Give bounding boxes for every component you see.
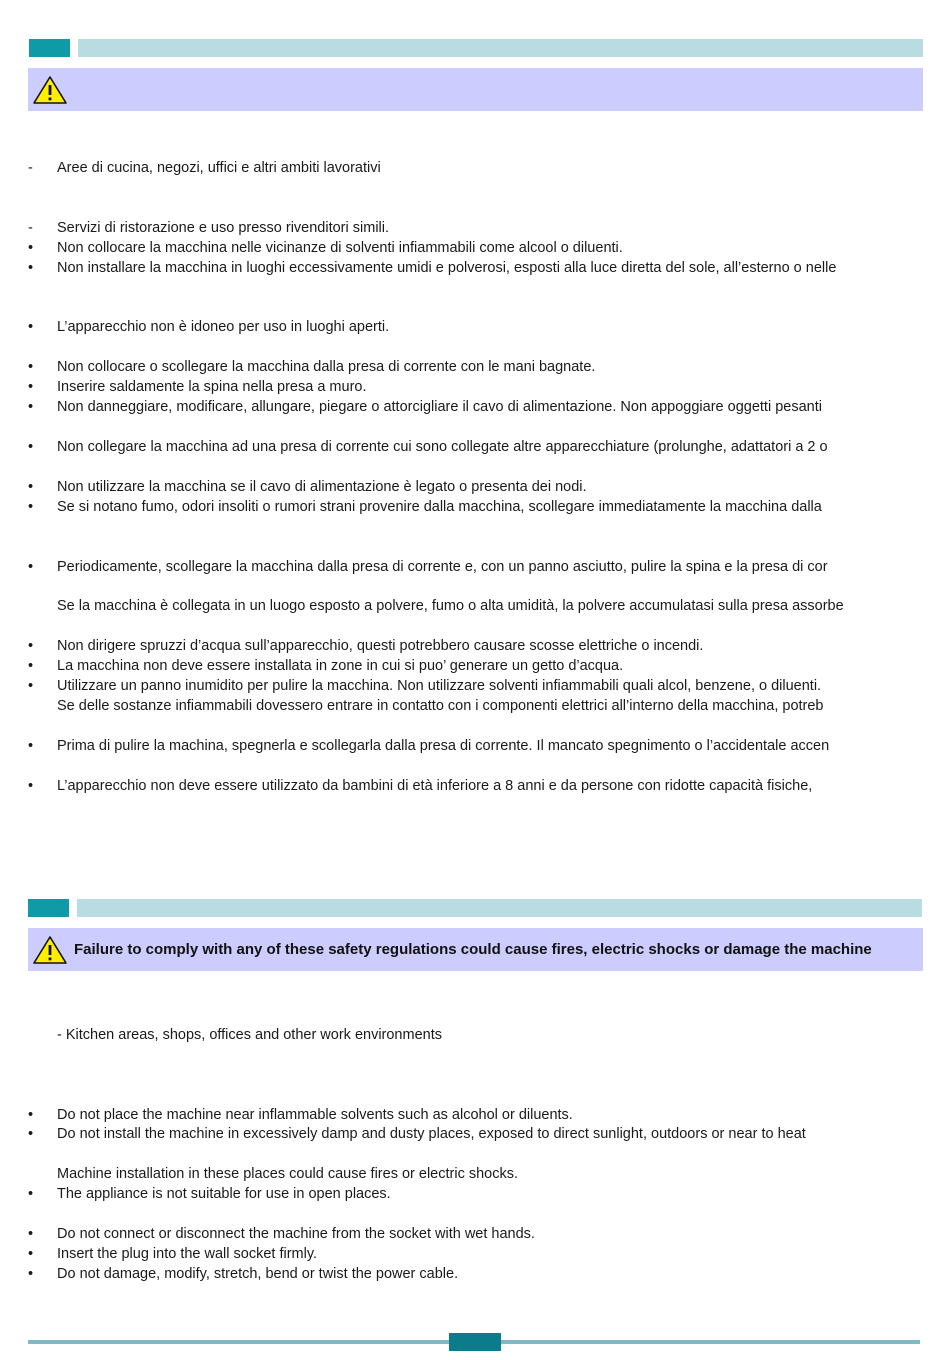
item-marker: •	[28, 439, 34, 455]
item-marker: •	[28, 379, 34, 395]
item-marker: •	[28, 1126, 34, 1142]
item-text: Non danneggiare, modificare, allungare, piegare o attorcigliare il cavo di alimentazione. Non appoggiare oggetti pesanti	[57, 399, 822, 415]
item-text: - Kitchen areas, shops, offices and other work environments	[57, 1027, 442, 1043]
list-item	[28, 258, 923, 278]
section-header-bar	[77, 899, 922, 917]
item-marker: •	[28, 479, 34, 495]
item-text: The appliance is not suitable for use in open places.	[57, 1186, 391, 1202]
list-item	[28, 656, 923, 676]
list-item	[28, 1025, 923, 1045]
item-marker: •	[28, 1266, 34, 1282]
list-item	[28, 1244, 923, 1264]
list-item	[28, 477, 923, 497]
list-item	[28, 158, 923, 178]
section-header-bar	[78, 39, 923, 57]
warning-box-en	[28, 928, 923, 971]
item-text: Do not connect or disconnect the machine from the socket with wet hands.	[57, 1226, 535, 1242]
item-text: Periodicamente, scollegare la macchina dalla presa di corrente e, con un panno asciutto, pulire la spina e la presa di cor	[57, 559, 828, 575]
item-text: Non collocare o scollegare la macchina dalla presa di corrente con le mani bagnate.	[57, 359, 596, 375]
item-text: Machine installation in these places could cause fires or electric shocks.	[57, 1166, 519, 1182]
list-item	[28, 397, 923, 417]
item-text: Non collegare la macchina ad una presa di corrente cui sono collegate altre apparecchiature (prolunghe, adattatori a 2 o	[57, 439, 828, 455]
item-marker: •	[28, 1107, 34, 1123]
item-text: Do not damage, modify, stretch, bend or twist the power cable.	[57, 1266, 459, 1282]
item-marker: •	[28, 658, 34, 674]
list-item	[28, 676, 923, 696]
item-text: Insert the plug into the wall socket firmly.	[57, 1246, 318, 1262]
list-item	[28, 1124, 923, 1144]
list-item	[28, 596, 923, 616]
footer-page-tab	[449, 1333, 501, 1351]
item-marker: •	[28, 499, 34, 515]
item-marker: •	[28, 359, 34, 375]
item-text: Do not place the machine near inflammable solvents such as alcohol or diluents.	[57, 1107, 573, 1123]
list-item	[28, 357, 923, 377]
list-item	[28, 736, 923, 756]
section-header-accent	[29, 39, 70, 57]
item-marker: •	[28, 1246, 34, 1262]
item-marker: •	[28, 559, 34, 575]
item-marker: •	[28, 260, 34, 276]
item-marker: -	[28, 220, 33, 236]
section-header-accent	[28, 899, 69, 917]
list-item	[28, 377, 923, 397]
item-marker: •	[28, 1186, 34, 1202]
list-item	[28, 776, 923, 796]
item-text: Se la macchina è collegata in un luogo esposto a polvere, fumo o alta umidità, la polvere accumulatasi sulla presa assorbe	[57, 598, 844, 614]
item-marker: •	[28, 399, 34, 415]
item-text: Se delle sostanze infiammabili dovessero entrare in contatto con i componenti elettrici all’interno della macchina, potreb	[57, 698, 824, 714]
item-text: Do not install the machine in excessively damp and dusty places, exposed to direct sunlight, outdoors or near to heat	[57, 1126, 806, 1142]
item-text: Utilizzare un panno inumidito per pulire la macchina. Non utilizzare solventi infiammabili quali alcol, benzene, o diluenti.	[57, 678, 822, 694]
list-item	[28, 218, 923, 238]
item-marker: •	[28, 240, 34, 256]
item-text: Non utilizzare la macchina se il cavo di alimentazione è legato o presenta dei nodi.	[57, 479, 587, 495]
list-item	[28, 317, 923, 337]
list-item	[28, 1264, 923, 1284]
item-text: Aree di cucina, negozi, uffici e altri ambiti lavorativi	[57, 160, 381, 176]
list-item	[28, 437, 923, 457]
item-text: Non installare la macchina in luoghi eccessivamente umidi e polverosi, esposti alla luce diretta del sole, all’esterno o nelle	[57, 260, 837, 276]
list-item	[28, 1224, 923, 1244]
item-text: Non dirigere spruzzi d’acqua sull’apparecchio, questi potrebbero causare scosse elettriche o incendi.	[57, 638, 704, 654]
list-item	[28, 497, 923, 517]
warning-text: Failure to comply with any of these safety regulations could cause fires, electric shocks or damage the machine	[74, 941, 872, 958]
item-text: Non collocare la macchina nelle vicinanze di solventi infiammabili come alcool o diluenti.	[57, 240, 623, 256]
item-marker: -	[28, 160, 33, 176]
list-item	[28, 1105, 923, 1125]
item-marker: •	[28, 738, 34, 754]
list-item	[28, 238, 923, 258]
warning-triangle-icon	[32, 75, 68, 105]
item-text: Servizi di ristorazione e uso presso rivenditori simili.	[57, 220, 390, 236]
item-marker: •	[28, 638, 34, 654]
item-text: L’apparecchio non è idoneo per uso in luoghi aperti.	[57, 319, 390, 335]
item-text: L’apparecchio non deve essere utilizzato da bambini di età inferiore a 8 anni e da persone con ridotte capacità fisiche,	[57, 778, 813, 794]
item-marker: •	[28, 678, 34, 694]
warning-triangle-icon	[32, 935, 68, 965]
list-item	[28, 557, 923, 577]
list-item	[28, 636, 923, 656]
item-text: La macchina non deve essere installata in zone in cui si puo’ generare un getto d’acqua.	[57, 658, 624, 674]
item-marker: •	[28, 778, 34, 794]
list-item	[28, 1164, 923, 1184]
item-text: Prima di pulire la machina, spegnerla e scollegarla dalla presa di corrente. Il mancato spegnimento o l’accidentale accen	[57, 738, 830, 754]
list-item	[28, 696, 923, 716]
warning-box-it	[28, 68, 923, 111]
item-text: Inserire saldamente la spina nella presa a muro.	[57, 379, 367, 395]
item-marker: •	[28, 1226, 34, 1242]
item-marker: •	[28, 319, 34, 335]
item-text: Se si notano fumo, odori insoliti o rumori strani provenire dalla macchina, scollegare immediatamente la macchina dalla	[57, 499, 822, 515]
list-item	[28, 1184, 923, 1204]
